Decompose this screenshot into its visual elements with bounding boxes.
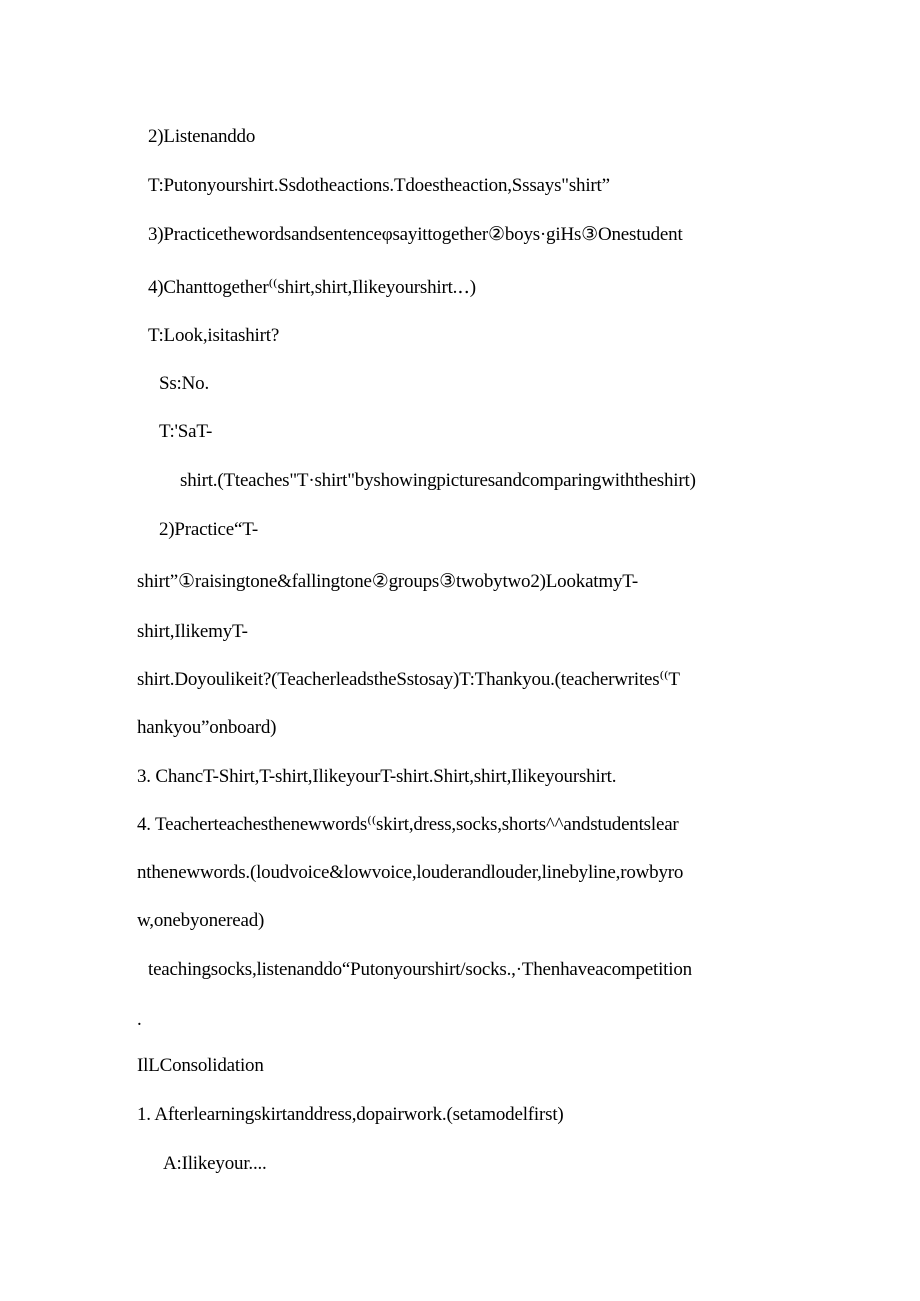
text-line: 2)Listenanddo bbox=[148, 126, 256, 147]
text-line: 4)Chanttogether⁽⁽shirt,shirt,Ilikeyourshirt.‥) bbox=[148, 277, 476, 298]
text-line: 2)Practice“T- bbox=[159, 519, 259, 540]
text-line: T:Putonyourshirt.Ssdotheactions.Tdoestheaction,Sssays"shirt” bbox=[148, 175, 610, 196]
text-line: . bbox=[137, 1009, 142, 1030]
text-line: 1. Afterlearningskirtanddress,dopairwork.(setamodelfirst) bbox=[137, 1104, 564, 1125]
text-line: hankyou”onboard) bbox=[137, 717, 277, 738]
text-line: A:Ilikeyour.... bbox=[163, 1153, 267, 1174]
text-line: w,onebyoneread) bbox=[137, 910, 265, 931]
text-line: shirt,IlikemyT- bbox=[137, 621, 248, 642]
text-line: nthenewwords.(loudvoice&lowvoice,louderandlouder,linebyline,rowbyro bbox=[137, 862, 684, 883]
text-line: shirt.Doyoulikeit?(TeacherleadstheSstosay)T:Thankyou.(teacherwrites⁽⁽T bbox=[137, 669, 680, 690]
section-heading: IlLConsolidation bbox=[137, 1055, 264, 1076]
text-line: T:Look,isitashirt? bbox=[148, 325, 280, 346]
text-line: teachingsocks,listenanddo“Putonyourshirt/socks.,·Thenhaveacompetition bbox=[148, 959, 692, 980]
text-line: Ss:No. bbox=[159, 373, 210, 394]
text-line: shirt.(Tteaches"T·shirt"byshowingpicturesandcomparingwiththeshirt) bbox=[180, 470, 696, 491]
text-line: shirt”①raisingtone&fallingtone②groups③twobytwo2)LookatmyT- bbox=[137, 571, 639, 592]
text-line: 4. Teacherteachesthenewwords⁽⁽skirt,dress,socks,shorts^^andstudentslear bbox=[137, 814, 679, 835]
text-line: 3. ChancT-Shirt,T-shirt,IlikeyourT-shirt.Shirt,shirt,Ilikeyourshirt. bbox=[137, 766, 617, 787]
text-line: 3)Practicethewordsandsentenceφsayittogether②boys·giHs③Onestudent bbox=[148, 224, 683, 245]
text-line: T:'SaT- bbox=[159, 421, 213, 442]
